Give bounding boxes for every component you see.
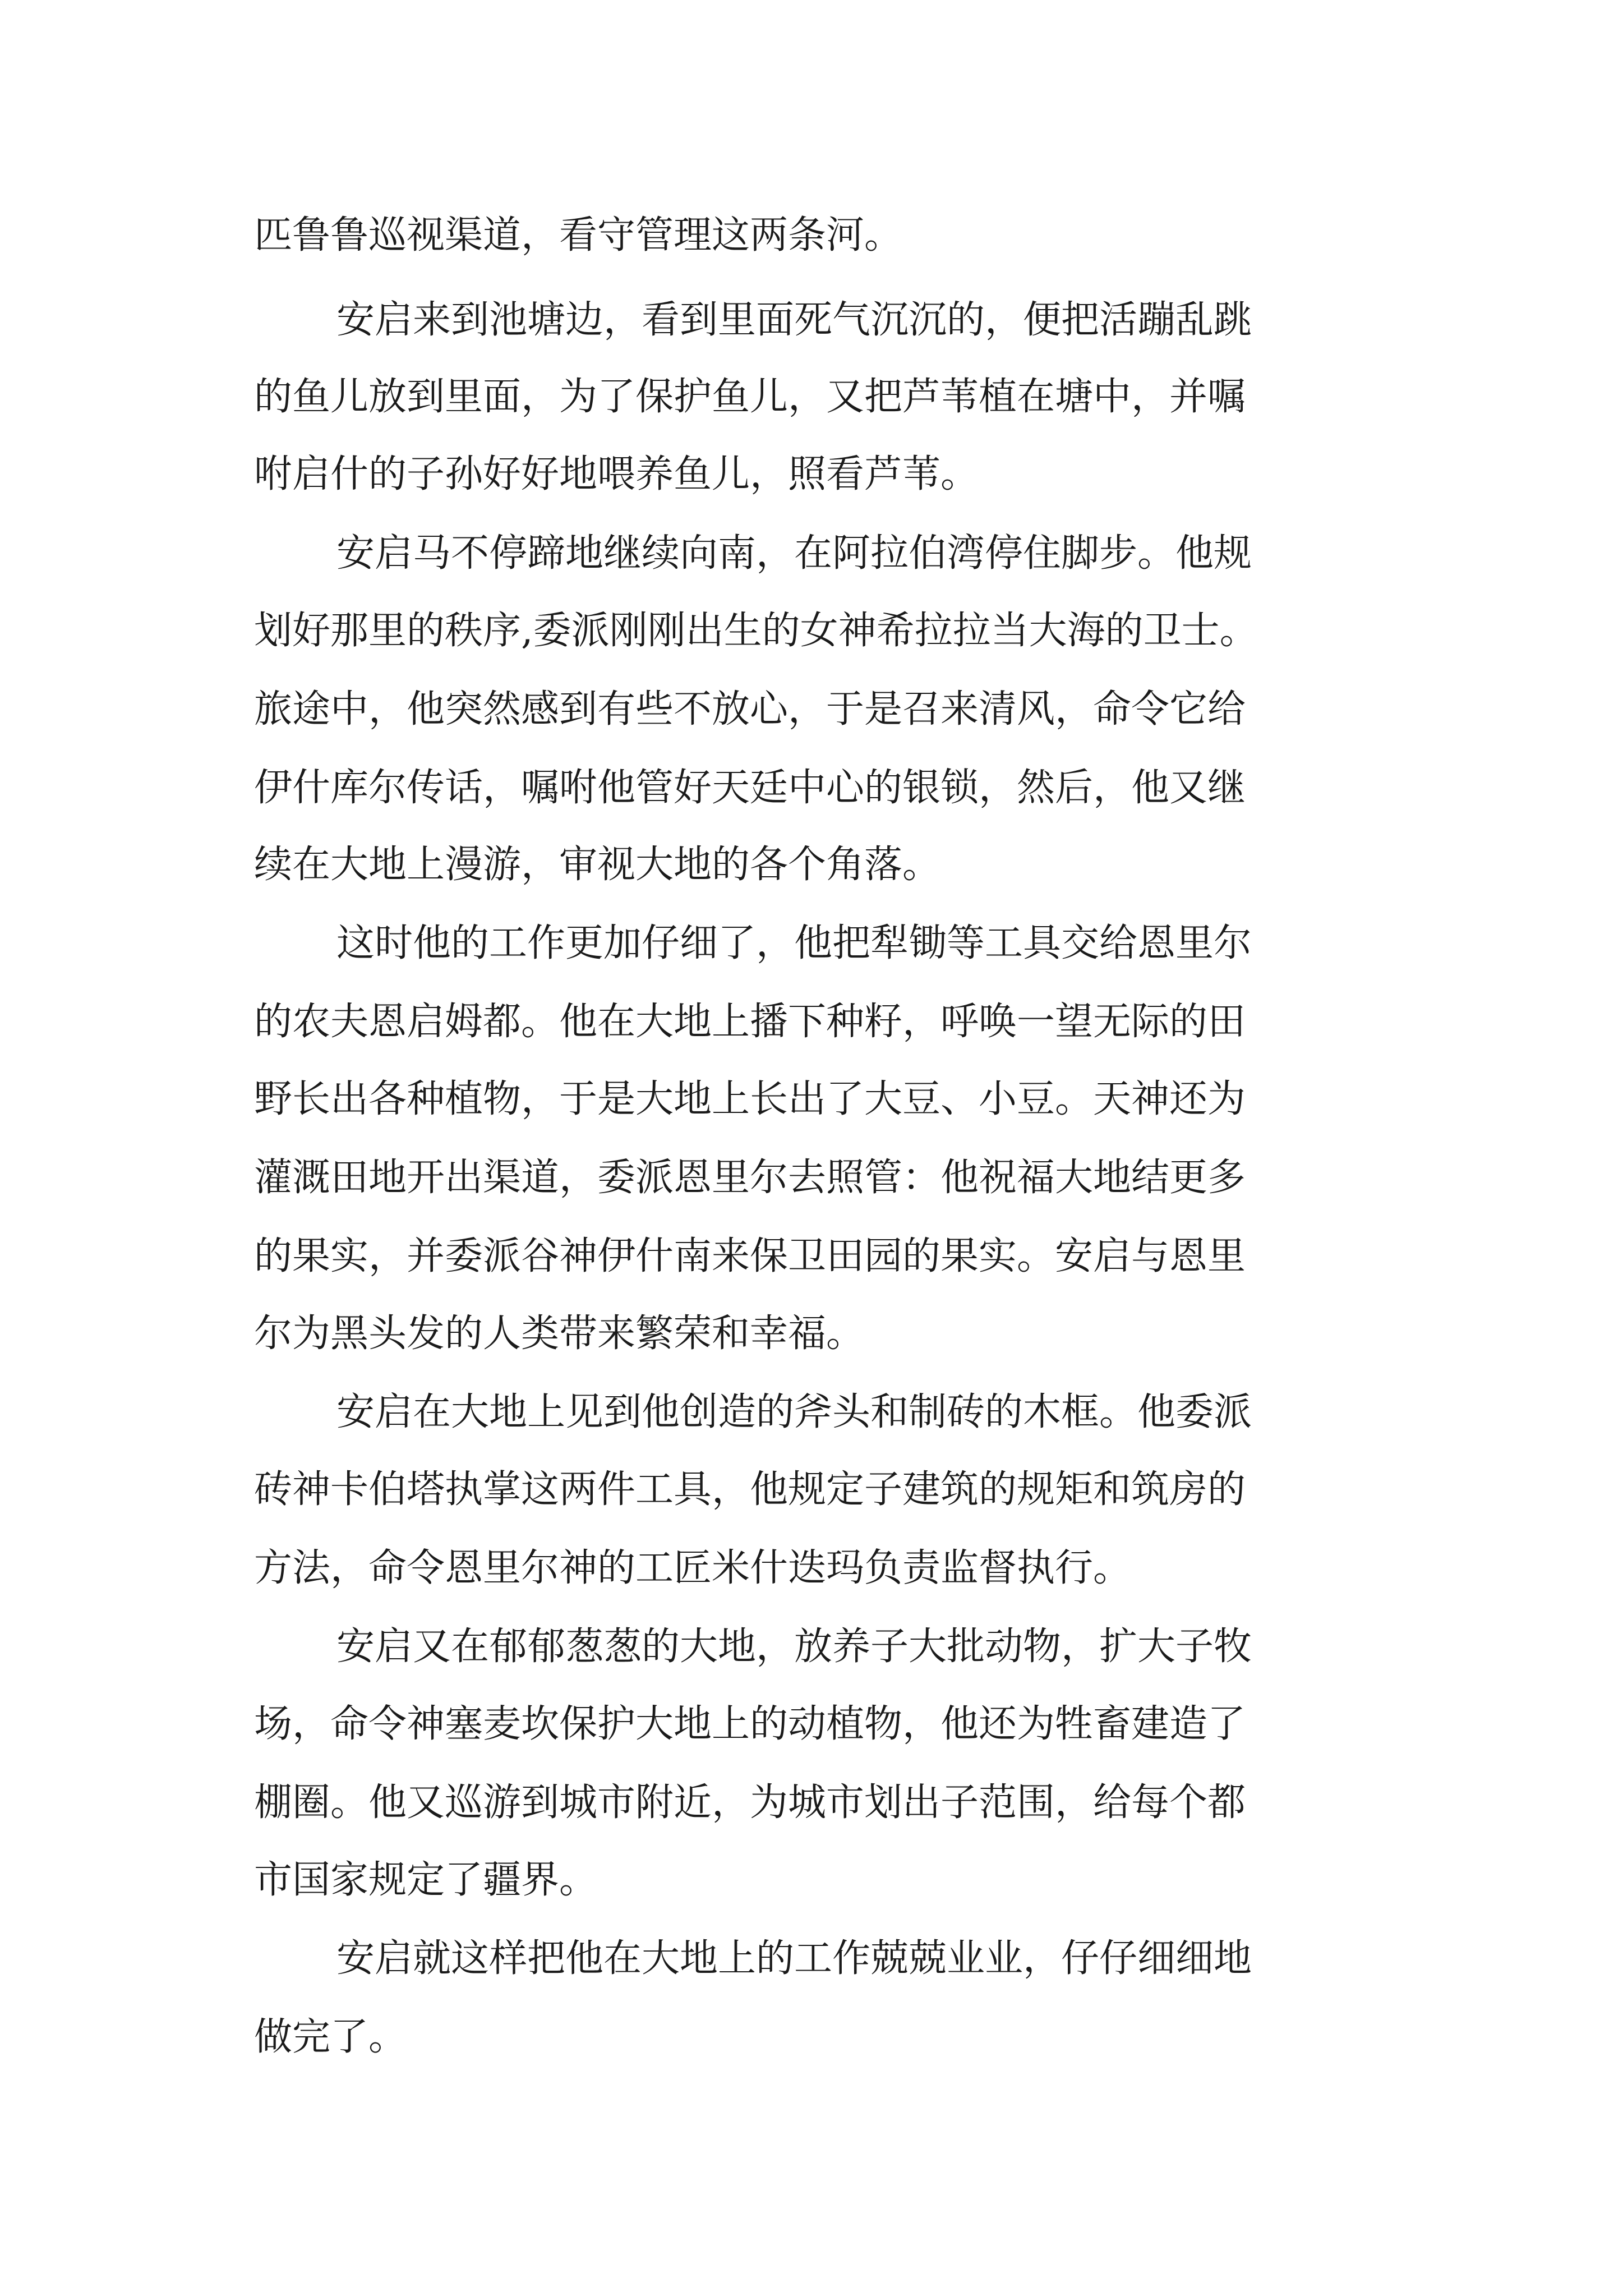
text-line: 尔为黑头发的人类带来繁荣和幸福。: [254, 1312, 865, 1356]
text-line: 棚圈。他又巡游到城市附近，为城市划出子范围，给每个都: [254, 1780, 1246, 1825]
text-line: 砖神卡伯塔执掌这两件工具，他规定子建筑的规矩和筑房的: [254, 1467, 1246, 1512]
text-line: 续在大地上漫游，审视大地的各个角落。: [254, 843, 941, 887]
text-line: 的果实，并委派谷神伊什南来保卫田园的果实。安启与恩里: [254, 1234, 1246, 1278]
text-line: 旅途中，他突然感到有些不放心，于是召来清风，命令它给: [254, 687, 1246, 731]
paragraph-first-line: 安启马不停蹄地继续向南，在阿拉伯湾停住脚步。他规: [336, 531, 1252, 576]
text-line: 划好那里的秩序,委派刚刚出生的女神希拉拉当大海的卫士。: [254, 609, 1258, 653]
text-line: 做完了。: [254, 2015, 407, 2059]
paragraph-first-line: 安启又在郁郁葱葱的大地，放养子大批动物，扩大子牧: [336, 1625, 1252, 1669]
text-line: 的农夫恩启姆都。他在大地上播下种籽，呼唤一望无际的田: [254, 1000, 1246, 1044]
text-line: 的鱼儿放到里面，为了保护鱼儿，又把芦苇植在塘中，并嘱: [254, 375, 1246, 419]
text-line: 方法，命令恩里尔神的工匠米什迭玛负责监督执行。: [254, 1546, 1132, 1590]
paragraph-first-line: 这时他的工作更加仔细了，他把犁锄等工具交给恩里尔: [336, 921, 1252, 965]
paragraph-first-line: 安启来到池塘边，看到里面死气沉沉的，便把活蹦乱跳: [336, 298, 1252, 342]
text-line: 匹鲁鲁巡视渠道，看守管理这两条河。: [254, 213, 903, 257]
text-line: 市国家规定了疆界。: [254, 1858, 598, 1902]
text-line: 伊什库尔传话，嘱咐他管好天廷中心的银锁，然后，他又继: [254, 766, 1246, 810]
text-line: 咐启什的子孙好好地喂养鱼儿，照看芦苇。: [254, 452, 979, 496]
paragraph-first-line: 安启在大地上见到他创造的斧头和制砖的木框。他委派: [336, 1390, 1252, 1434]
text-line: 灌溉田地开出渠道，委派恩里尔去照管：他祝福大地结更多: [254, 1156, 1246, 1200]
paragraph-first-line: 安启就这样把他在大地上的工作兢兢业业，仔仔细细地: [336, 1936, 1252, 1981]
text-line: 场，命令神塞麦坎保护大地上的动植物，他还为牲畜建造了: [254, 1702, 1246, 1746]
text-line: 野长出各种植物，于是大地上长出了大豆、小豆。天神还为: [254, 1077, 1246, 1121]
